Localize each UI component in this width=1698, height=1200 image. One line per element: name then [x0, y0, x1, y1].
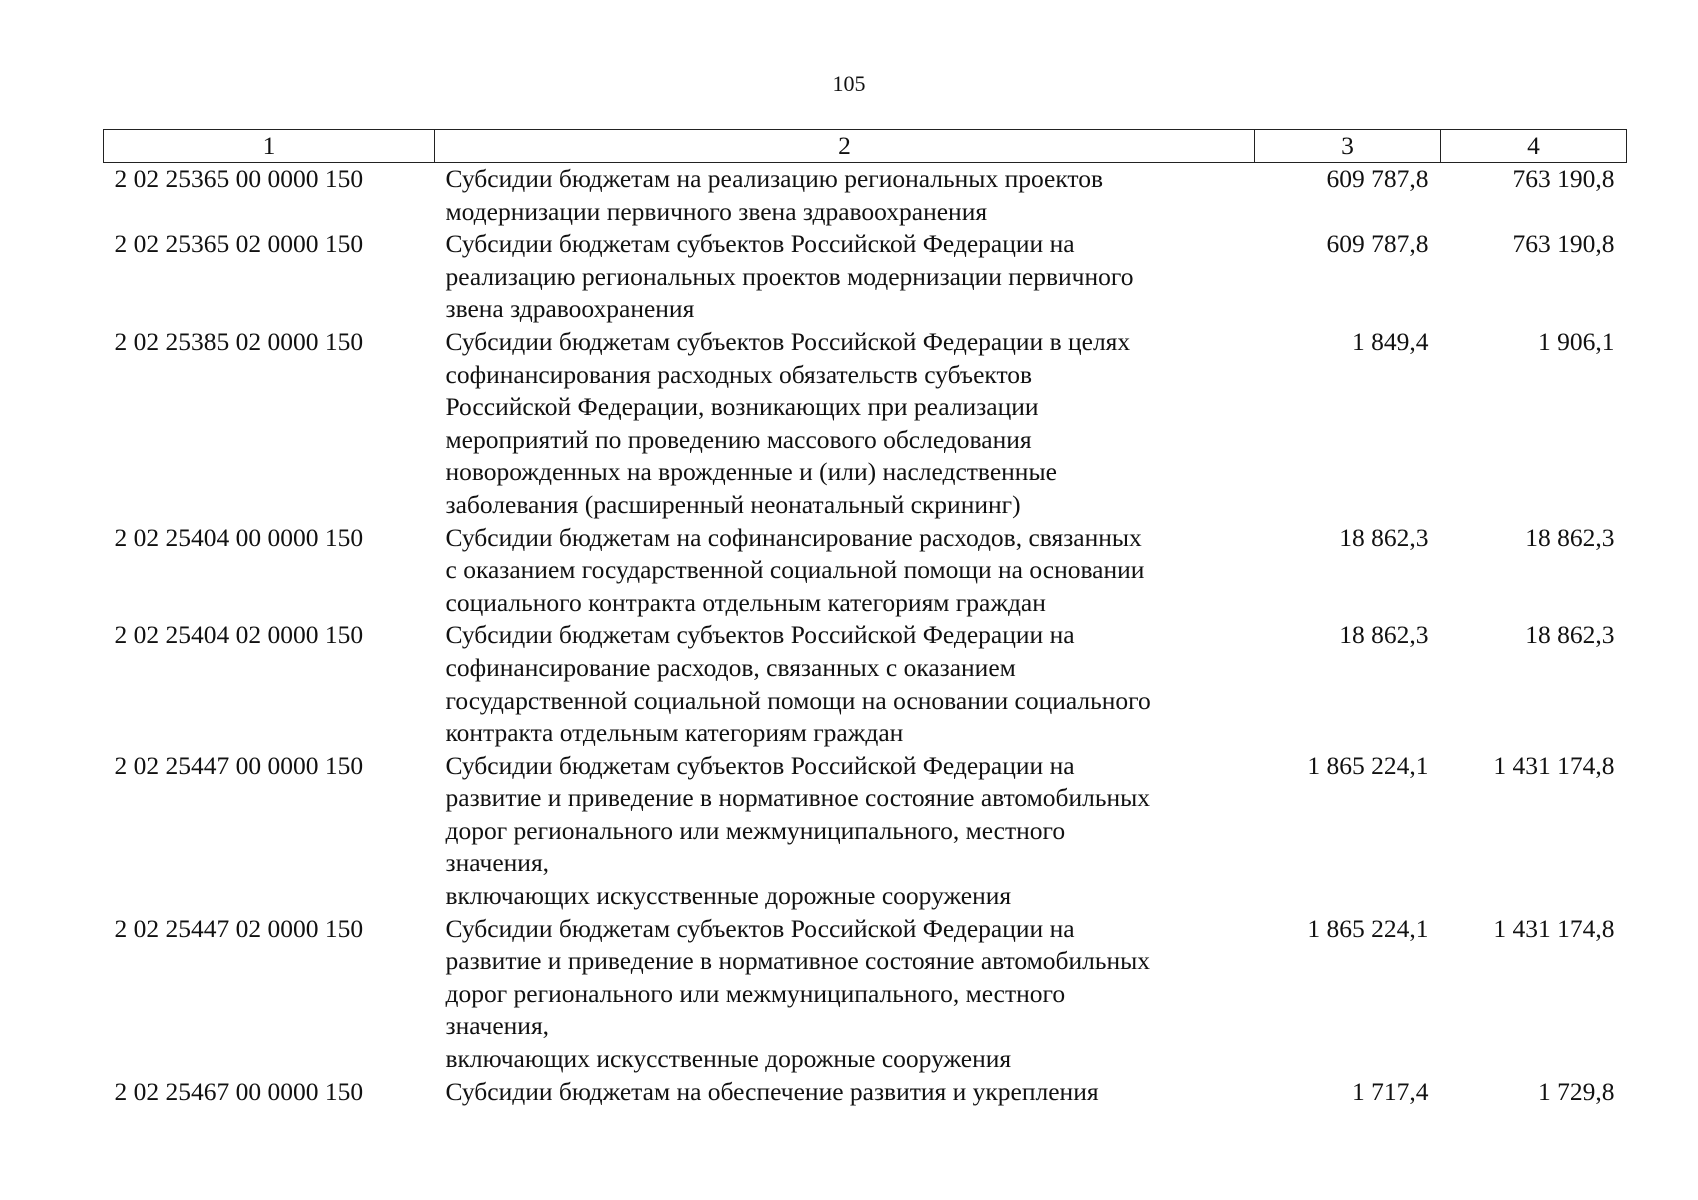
budget-code-cell: 2 02 25404 02 0000 150 [114, 620, 364, 650]
budget-code-cell: 2 02 25404 00 0000 150 [114, 522, 364, 552]
description-line: Субсидии бюджетам субъектов Российской Федерации на [445, 229, 1075, 259]
description-line: развитие и приведение в нормативное состояние автомобильных [445, 946, 1151, 976]
page-number: 105 [832, 71, 866, 96]
budget-revenue-table [103, 129, 1627, 1108]
amount-column-4-cell: 763 190,8 [1512, 164, 1615, 193]
amount-column-3-cell: 1 717,4 [1352, 1076, 1429, 1106]
description-line: Субсидии бюджетам субъектов Российской Федерации на [445, 913, 1075, 943]
amount-column-4-cell: 1 431 174,8 [1493, 750, 1615, 780]
budget-code-cell: 2 02 25467 00 0000 150 [114, 1076, 364, 1106]
description-line: софинансирование расходов, связанных с оказанием [445, 652, 1016, 682]
description-line: Субсидии бюджетам субъектов Российской Федерации на [445, 620, 1075, 650]
description-line: Российской Федерации, возникающих при реализации [445, 392, 1039, 422]
description-line: модернизации первичного звена здравоохранения [445, 196, 988, 226]
table-row [104, 522, 1627, 620]
column-header-3: 3 [1255, 130, 1441, 163]
table-row [104, 326, 1627, 522]
budget-code-cell: 2 02 25385 02 0000 150 [114, 326, 364, 356]
table-header [104, 130, 1627, 163]
header-row [104, 130, 1627, 163]
description-cell [435, 326, 1255, 522]
table-row [104, 228, 1627, 326]
description-line: контракта отдельным категориям граждан [445, 718, 904, 748]
table-row [104, 1076, 1627, 1109]
amount-column-3-cell: 1 849,4 [1352, 326, 1429, 356]
description-cell [435, 1076, 1255, 1109]
description-line: включающих искусственные дорожные сооружения [445, 881, 1012, 911]
description-cell [435, 913, 1255, 1076]
description-line: Субсидии бюджетам на софинансирование расходов, связанных [445, 522, 1142, 552]
description-line: новорожденных на врожденные и (или) наследственные [445, 457, 1057, 487]
description-line: значения, [445, 1011, 550, 1041]
description-cell [435, 619, 1255, 749]
description-line: Субсидии бюджетам субъектов Российской Федерации в целях [445, 326, 1131, 356]
description-line: государственной социальной помощи на основании социального [445, 685, 1151, 715]
table-row [104, 913, 1627, 1076]
amount-column-3-cell: 1 865 224,1 [1307, 750, 1429, 780]
amount-column-4-cell: 18 862,3 [1525, 522, 1615, 552]
budget-code-cell: 2 02 25447 00 0000 150 [114, 750, 364, 780]
description-line: с оказанием государственной социальной помощи на основании [445, 555, 1145, 585]
table-body [104, 163, 1627, 1109]
description-cell [435, 228, 1255, 326]
description-cell [435, 750, 1255, 913]
description-line: софинансирования расходных обязательств субъектов [445, 359, 1033, 389]
table-row [104, 750, 1627, 913]
description-line: реализацию региональных проектов модернизации первичного [445, 261, 1134, 291]
amount-column-4-cell: 1 906,1 [1538, 326, 1615, 356]
description-line: Субсидии бюджетам субъектов Российской Федерации на [445, 750, 1075, 780]
table-row [104, 619, 1627, 749]
description-cell [435, 163, 1255, 229]
description-line: дорог регионального или межмуниципального, местного [445, 815, 1066, 845]
description-line: развитие и приведение в нормативное состояние автомобильных [445, 783, 1151, 813]
description-line: социального контракта отдельным категориям граждан [445, 587, 1046, 617]
description-line: включающих искусственные дорожные сооружения [445, 1044, 1012, 1074]
table-row [104, 163, 1627, 229]
column-header-1: 1 [104, 130, 435, 163]
description-line: дорог регионального или межмуниципального, местного [445, 978, 1066, 1008]
amount-column-4-cell: 1 729,8 [1538, 1076, 1615, 1106]
description-line: мероприятий по проведению массового обследования [445, 424, 1032, 454]
amount-column-3-cell: 18 862,3 [1339, 620, 1429, 650]
description-cell [435, 522, 1255, 620]
budget-code-cell: 2 02 25447 02 0000 150 [114, 913, 364, 943]
amount-column-3-cell: 609 787,8 [1326, 164, 1429, 193]
column-header-4: 4 [1441, 130, 1627, 163]
amount-column-3-cell: 18 862,3 [1339, 522, 1429, 552]
amount-column-4-cell: 18 862,3 [1525, 620, 1615, 650]
description-line: значения, [445, 848, 550, 878]
amount-column-4-cell: 1 431 174,8 [1493, 913, 1615, 943]
budget-code-cell: 2 02 25365 02 0000 150 [114, 229, 364, 259]
description-line: заболевания (расширенный неонатальный скрининг) [445, 489, 1021, 519]
description-line: Субсидии бюджетам на обеспечение развития и укрепления [445, 1076, 1099, 1106]
amount-column-3-cell: 1 865 224,1 [1307, 913, 1429, 943]
amount-column-3-cell: 609 787,8 [1326, 229, 1429, 259]
description-line: звена здравоохранения [445, 294, 695, 324]
budget-code-cell: 2 02 25365 00 0000 150 [114, 164, 364, 193]
column-header-2: 2 [435, 130, 1255, 163]
amount-column-4-cell: 763 190,8 [1512, 229, 1615, 259]
description-line: Субсидии бюджетам на реализацию региональных проектов [445, 164, 1103, 193]
